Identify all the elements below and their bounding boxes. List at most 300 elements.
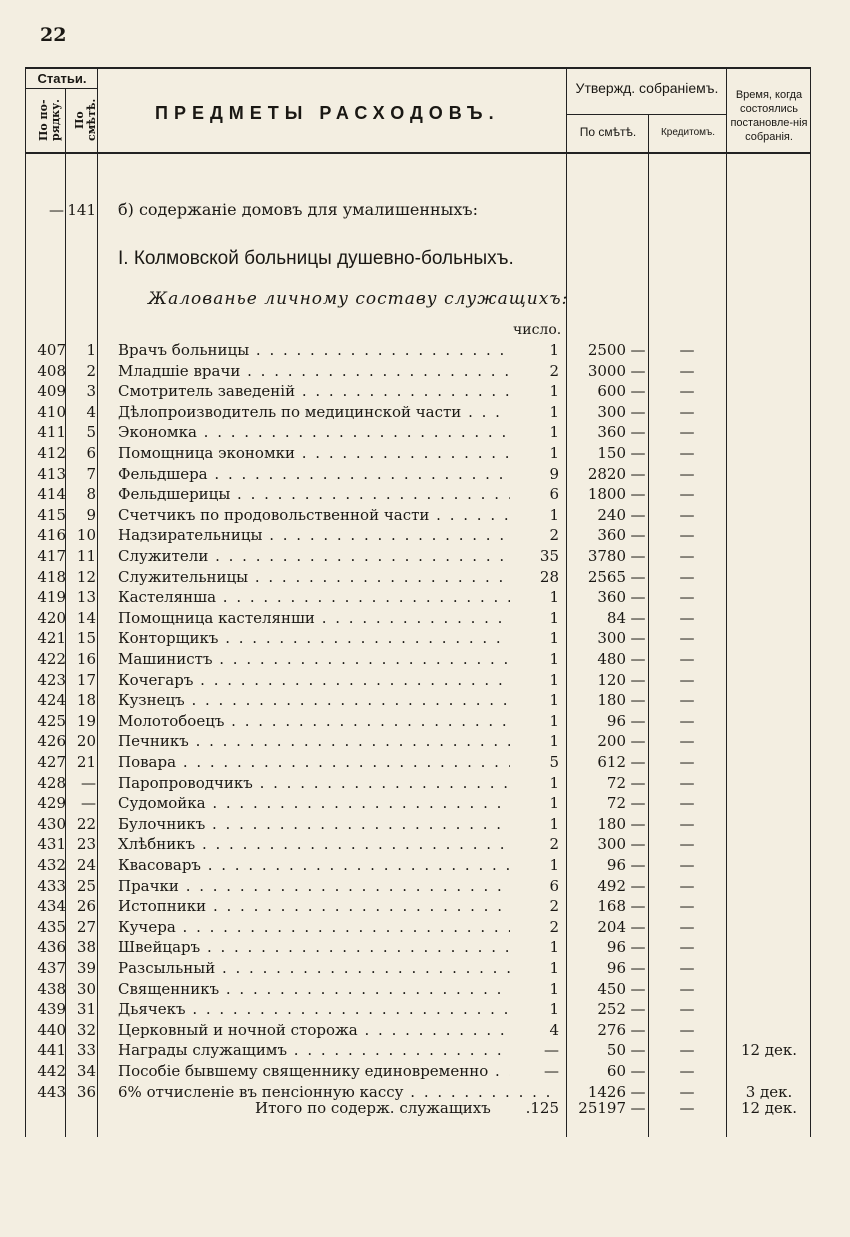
row-count: 1 — [510, 421, 559, 443]
row-amount: 96 — [606, 938, 626, 957]
row-name: Помощница экономки . . . — [118, 442, 558, 464]
table-row — [0, 401, 850, 423]
row-name: Младшіе врачи . . . — [118, 360, 558, 382]
table-row — [0, 627, 850, 649]
row-smeta: 24 — [76, 856, 96, 874]
table-row — [0, 957, 850, 979]
row-por: 425 — [37, 711, 66, 730]
row-count: 2 — [510, 895, 559, 917]
row-dash-2: — — [679, 382, 695, 401]
row-smeta: 23 — [76, 835, 96, 854]
table-row — [0, 421, 850, 443]
table-row — [0, 380, 850, 402]
row-amount: 96 — [606, 711, 626, 730]
row-smeta: 9 — [86, 505, 96, 524]
row-amount: 3000 — [587, 361, 626, 380]
row-por: 432 — [37, 856, 66, 874]
table-row — [0, 751, 850, 773]
section-dash: — — [49, 201, 64, 219]
header-bottom-border — [25, 152, 811, 154]
row-name: Священникъ . . . — [118, 978, 558, 1000]
row-dash-2: — — [679, 979, 695, 998]
row-name: Пособіе бывшему священнику единовременно . . . — [118, 1060, 558, 1082]
row-smeta: 3 — [86, 382, 96, 401]
row-dash-2: — — [679, 608, 695, 627]
row-amount: 60 — [606, 1062, 626, 1080]
table-row — [0, 998, 850, 1020]
row-dash-2: — — [679, 691, 695, 710]
row-count: 1 — [510, 813, 559, 835]
row-name: Служители . . . — [118, 545, 558, 567]
row-amount: 50 — [606, 1041, 626, 1060]
table-row — [0, 916, 850, 938]
row-dash-2: — — [679, 1062, 695, 1080]
row-dash-1: — — [630, 917, 646, 936]
row-por: 427 — [37, 753, 66, 771]
row-name: Врачъ больницы . . . — [118, 339, 558, 361]
row-por: 412 — [37, 444, 66, 462]
row-dash-1: — — [630, 897, 646, 916]
row-smeta: 17 — [76, 670, 96, 689]
row-name: Надзирательницы . . . — [118, 524, 558, 546]
row-dash-2: — — [679, 526, 695, 545]
row-dash-2: — — [679, 341, 695, 359]
row-count: 1 — [510, 957, 559, 979]
header-kreditom: Кредитомъ. — [660, 127, 716, 138]
row-count: 1 — [510, 339, 559, 361]
row-por: 434 — [37, 897, 66, 916]
row-count: 1 — [510, 669, 559, 691]
row-por: 440 — [37, 1020, 66, 1039]
row-name: Кузнецъ . . . — [118, 689, 558, 711]
row-count: 1 — [510, 401, 559, 423]
row-por: 442 — [37, 1062, 66, 1080]
row-count: 35 — [510, 545, 559, 567]
row-dash-2: — — [679, 835, 695, 854]
row-por: 443 — [37, 1082, 66, 1101]
row-dash-1: — — [630, 856, 646, 874]
row-name: Кастелянша . . . — [118, 586, 558, 608]
row-dash-2: — — [679, 917, 695, 936]
row-smeta: 22 — [76, 814, 96, 833]
table-row — [0, 833, 850, 855]
row-dash-2: — — [679, 505, 695, 524]
row-smeta: 39 — [76, 959, 96, 977]
section-title-2: I. Колмовской больницы душевно-больныхъ. — [118, 248, 514, 269]
row-por: 424 — [37, 691, 66, 710]
row-por: 420 — [37, 608, 66, 627]
header-po-smete: По смѣтѣ. — [579, 125, 637, 139]
row-count: 9 — [510, 463, 559, 485]
row-dash-1: — — [630, 608, 646, 627]
row-por: 416 — [37, 526, 66, 545]
row-smeta: 16 — [76, 650, 96, 668]
row-por: 435 — [37, 917, 66, 936]
row-dash-2: — — [679, 670, 695, 689]
row-dash-2: — — [679, 1041, 695, 1060]
row-dash-1: — — [630, 876, 646, 895]
row-smeta: 12 — [76, 567, 96, 586]
row-dash-1: — — [630, 938, 646, 957]
row-smeta: 7 — [86, 464, 96, 483]
table-row — [0, 1060, 850, 1082]
row-name: Награды служащимъ . . . — [118, 1039, 558, 1061]
row-amount: 600 — [597, 382, 626, 401]
row-name: Церковный и ночной сторожа . . . — [118, 1019, 558, 1041]
row-smeta: 15 — [76, 629, 96, 648]
stati-underline — [25, 88, 98, 89]
row-count: 1 — [510, 442, 559, 464]
row-dash-1: — — [630, 588, 646, 607]
row-dash-2: — — [679, 588, 695, 607]
row-name: Кочегаръ . . . — [118, 669, 558, 691]
row-dash-1: — — [630, 732, 646, 751]
row-name: Разсыльный . . . — [118, 957, 558, 979]
row-smeta: 32 — [76, 1020, 96, 1039]
row-dash-1: — — [630, 711, 646, 730]
row-count: 1 — [510, 648, 559, 670]
row-dash-1: — — [630, 959, 646, 977]
row-por: 441 — [37, 1041, 66, 1060]
row-count: 4 — [510, 1019, 559, 1041]
row-por: 421 — [37, 629, 66, 648]
total-label: Итого по содерж. служащихъ — [255, 1099, 491, 1117]
row-smeta: 27 — [76, 917, 96, 936]
row-smeta: 4 — [86, 402, 96, 421]
row-dash-2: — — [679, 959, 695, 977]
row-por: 431 — [37, 835, 66, 854]
header-vremya: Время, когда состоялись постановле-нія собранія. — [730, 89, 808, 143]
table-row — [0, 524, 850, 546]
row-amount: 180 — [597, 691, 626, 710]
table-row — [0, 895, 850, 917]
row-amount: 450 — [597, 979, 626, 998]
row-dash-1: — — [630, 773, 646, 792]
row-smeta: 33 — [76, 1041, 96, 1060]
page-number: 22 — [40, 24, 67, 46]
row-count: — — [510, 1039, 559, 1061]
row-count: 1 — [510, 854, 559, 876]
row-por: 426 — [37, 732, 66, 751]
table-row — [0, 689, 850, 711]
row-dash-2: — — [679, 814, 695, 833]
table-top-border — [25, 67, 811, 69]
row-por: 414 — [37, 485, 66, 504]
header-po-smete-col: По смѣтѣ. — [73, 98, 98, 142]
row-dash-1: — — [630, 691, 646, 710]
row-name: Молотобоецъ . . . — [118, 710, 558, 732]
table-row — [0, 504, 850, 526]
row-dash-1: — — [630, 1082, 646, 1101]
table-row — [0, 566, 850, 588]
row-smeta: 5 — [86, 423, 96, 442]
row-amount: 72 — [606, 794, 626, 813]
row-dash-2: — — [679, 423, 695, 442]
row-dash-2: — — [679, 1020, 695, 1039]
header-po-poryadku: По по-рядку. — [37, 99, 62, 141]
row-name: Смотритель заведеній . . . — [118, 380, 558, 402]
row-dash-2: — — [679, 650, 695, 668]
row-por: 429 — [37, 794, 66, 813]
row-dash-2: — — [679, 444, 695, 462]
row-smeta: 31 — [76, 1000, 96, 1019]
row-name: Судомойка . . . — [118, 792, 558, 814]
row-amount: 72 — [606, 773, 626, 792]
row-por: 415 — [37, 505, 66, 524]
table-row — [0, 792, 850, 814]
row-name: Швейцаръ . . . — [118, 936, 558, 958]
section-title-1: б) содержаніе домовъ для умалишенныхъ: — [118, 200, 478, 219]
row-amount: 96 — [606, 856, 626, 874]
row-dash-1: — — [630, 485, 646, 504]
row-count: 2 — [510, 360, 559, 382]
total-dash-1: — — [630, 1099, 646, 1117]
row-dash-1: — — [630, 382, 646, 401]
row-por: 438 — [37, 979, 66, 998]
row-smeta: 19 — [76, 711, 96, 730]
row-smeta: 2 — [86, 361, 96, 380]
row-amount: 3780 — [587, 547, 626, 565]
row-por: 418 — [37, 567, 66, 586]
row-smeta: 10 — [76, 526, 96, 545]
main-title: ПРЕДМЕТЫ РАСХОДОВЪ. — [155, 103, 500, 123]
row-dash-2: — — [679, 361, 695, 380]
row-name: Помощница кастелянши . . . — [118, 607, 558, 629]
table-row — [0, 710, 850, 732]
row-count: 1 — [510, 689, 559, 711]
row-dash-2: — — [679, 567, 695, 586]
table-row — [0, 339, 850, 361]
table-row — [0, 442, 850, 464]
table-row — [0, 669, 850, 691]
row-dash-2: — — [679, 856, 695, 874]
row-dash-1: — — [630, 444, 646, 462]
table-row — [0, 854, 850, 876]
row-dash-1: — — [630, 505, 646, 524]
row-smeta: 30 — [76, 979, 96, 998]
row-dash-2: — — [679, 547, 695, 565]
row-por: 419 — [37, 588, 66, 607]
row-smeta: 14 — [76, 608, 96, 627]
row-amount: 96 — [606, 959, 626, 977]
row-por: 439 — [37, 1000, 66, 1019]
row-dash-1: — — [630, 835, 646, 854]
row-smeta: 13 — [76, 588, 96, 607]
row-amount: 1800 — [587, 485, 626, 504]
row-smeta: 25 — [76, 876, 96, 895]
row-name: Прачки . . . — [118, 875, 558, 897]
row-amount: 252 — [597, 1000, 626, 1019]
row-count: 1 — [510, 504, 559, 526]
row-dash-2: — — [679, 794, 695, 813]
table-row — [0, 730, 850, 752]
row-amount: 300 — [597, 835, 626, 854]
table-row — [0, 607, 850, 629]
row-amount: 300 — [597, 629, 626, 648]
total-count: .125 — [525, 1099, 559, 1117]
row-smeta: — — [81, 794, 96, 813]
header-stati: Статьи. — [37, 71, 87, 86]
row-smeta: — — [81, 773, 96, 792]
row-dash-2: — — [679, 464, 695, 483]
row-name: Булочникъ . . . — [118, 813, 558, 835]
row-name: Кучера . . . — [118, 916, 558, 938]
row-amount: 180 — [597, 814, 626, 833]
table-row — [0, 1019, 850, 1041]
row-dash-1: — — [630, 526, 646, 545]
row-count: 1 — [510, 772, 559, 794]
row-dash-1: — — [630, 402, 646, 421]
table-row — [0, 360, 850, 382]
row-count: 1 — [510, 792, 559, 814]
row-name: Повара . . . — [118, 751, 558, 773]
row-por: 410 — [37, 402, 66, 421]
row-por: 407 — [37, 341, 66, 359]
row-time: 12 дек. — [740, 1041, 798, 1060]
row-amount: 360 — [597, 526, 626, 545]
row-count: 28 — [510, 566, 559, 588]
row-time: 3 дек. — [745, 1082, 793, 1101]
table-row — [0, 978, 850, 1000]
row-dash-2: — — [679, 1000, 695, 1019]
row-dash-1: — — [630, 753, 646, 771]
table-row — [0, 772, 850, 794]
header-utverzhd: Утвержд. собраніемъ. — [575, 80, 719, 96]
row-amount: 276 — [597, 1020, 626, 1039]
row-dash-1: — — [630, 650, 646, 668]
row-dash-2: — — [679, 485, 695, 504]
row-dash-1: — — [630, 670, 646, 689]
row-name: Хлѣбникъ . . . — [118, 833, 558, 855]
row-amount: 360 — [597, 423, 626, 442]
row-name: Дѣлопроизводитель по медицинской части . . . — [118, 401, 558, 423]
total-amount: 25197 — [578, 1099, 626, 1117]
row-dash-1: — — [630, 1000, 646, 1019]
row-dash-1: — — [630, 1020, 646, 1039]
row-amount: 1426 — [587, 1082, 626, 1101]
row-dash-1: — — [630, 1041, 646, 1060]
row-name: Истопники . . . — [118, 895, 558, 917]
row-dash-2: — — [679, 938, 695, 957]
table-row — [0, 463, 850, 485]
row-dash-1: — — [630, 361, 646, 380]
row-smeta: 18 — [76, 691, 96, 710]
row-smeta: 1 — [86, 341, 96, 359]
row-name: Счетчикъ по продовольственной части . . . — [118, 504, 558, 526]
row-dash-1: — — [630, 341, 646, 359]
row-dash-1: — — [630, 567, 646, 586]
row-amount: 2565 — [587, 567, 626, 586]
row-dash-1: — — [630, 464, 646, 483]
row-amount: 2500 — [587, 341, 626, 359]
row-smeta: 36 — [76, 1082, 96, 1101]
row-smeta: 6 — [86, 444, 96, 462]
row-amount: 120 — [597, 670, 626, 689]
table-row — [0, 1039, 850, 1061]
row-count: 2 — [510, 916, 559, 938]
row-amount: 84 — [606, 608, 626, 627]
table-row — [0, 545, 850, 567]
chislo-label: число. — [513, 322, 562, 338]
row-name: Конторщикъ . . . — [118, 627, 558, 649]
row-por: 430 — [37, 814, 66, 833]
table-row — [0, 648, 850, 670]
row-name: Машинистъ . . . — [118, 648, 558, 670]
row-por: 437 — [37, 959, 66, 977]
row-por: 433 — [37, 876, 66, 895]
table-row — [0, 813, 850, 835]
row-amount: 168 — [597, 897, 626, 916]
row-amount: 492 — [597, 876, 626, 895]
row-count: 1 — [510, 607, 559, 629]
row-dash-1: — — [630, 794, 646, 813]
row-dash-1: — — [630, 1062, 646, 1080]
row-dash-2: — — [679, 1082, 695, 1101]
row-count: 1 — [510, 978, 559, 1000]
row-amount: 200 — [597, 732, 626, 751]
row-dash-1: — — [630, 629, 646, 648]
row-por: 409 — [37, 382, 66, 401]
row-name: Служительницы . . . — [118, 566, 558, 588]
row-smeta: 34 — [76, 1062, 96, 1080]
row-count: 2 — [510, 833, 559, 855]
row-count: 2 — [510, 524, 559, 546]
row-dash-1: — — [630, 814, 646, 833]
row-dash-2: — — [679, 897, 695, 916]
row-dash-2: — — [679, 711, 695, 730]
row-amount: 204 — [597, 917, 626, 936]
row-amount: 2820 — [587, 464, 626, 483]
row-count: 1 — [510, 380, 559, 402]
row-name: Фельдшера . . . — [118, 463, 558, 485]
row-name: Паропроводчикъ . . . — [118, 772, 558, 794]
row-por: 408 — [37, 361, 66, 380]
row-amount: 360 — [597, 588, 626, 607]
row-count: 1 — [510, 730, 559, 752]
row-count: 1 — [510, 586, 559, 608]
row-dash-1: — — [630, 423, 646, 442]
row-count: 6 — [510, 483, 559, 505]
total-dash-2: — — [679, 1099, 695, 1117]
row-amount: 300 — [597, 402, 626, 421]
table-row — [0, 483, 850, 505]
row-name: 6% отчисленіе въ пенсіонную кассу . . . — [118, 1081, 558, 1103]
row-name: Печникъ . . . — [118, 730, 558, 752]
row-por: 422 — [37, 650, 66, 668]
section-title-3: Жалованье личному составу служащихъ: — [148, 289, 569, 309]
utverzhd-underline — [566, 114, 726, 115]
row-dash-2: — — [679, 629, 695, 648]
row-count: 1 — [510, 710, 559, 732]
row-count: 1 — [510, 936, 559, 958]
row-smeta: 8 — [86, 485, 96, 504]
row-name: Фельдшерицы . . . — [118, 483, 558, 505]
row-smeta: 38 — [76, 938, 96, 957]
row-smeta: 20 — [76, 732, 96, 751]
row-amount: 612 — [597, 753, 626, 771]
row-por: 417 — [37, 547, 66, 565]
table-row — [0, 936, 850, 958]
total-row — [0, 1097, 850, 1119]
row-count: 1 — [510, 998, 559, 1020]
row-por: 423 — [37, 670, 66, 689]
row-dash-1: — — [630, 547, 646, 565]
row-name: Дьячекъ . . . — [118, 998, 558, 1020]
row-dash-2: — — [679, 876, 695, 895]
row-por: 436 — [37, 938, 66, 957]
row-smeta: 21 — [76, 753, 96, 771]
row-por: 413 — [37, 464, 66, 483]
